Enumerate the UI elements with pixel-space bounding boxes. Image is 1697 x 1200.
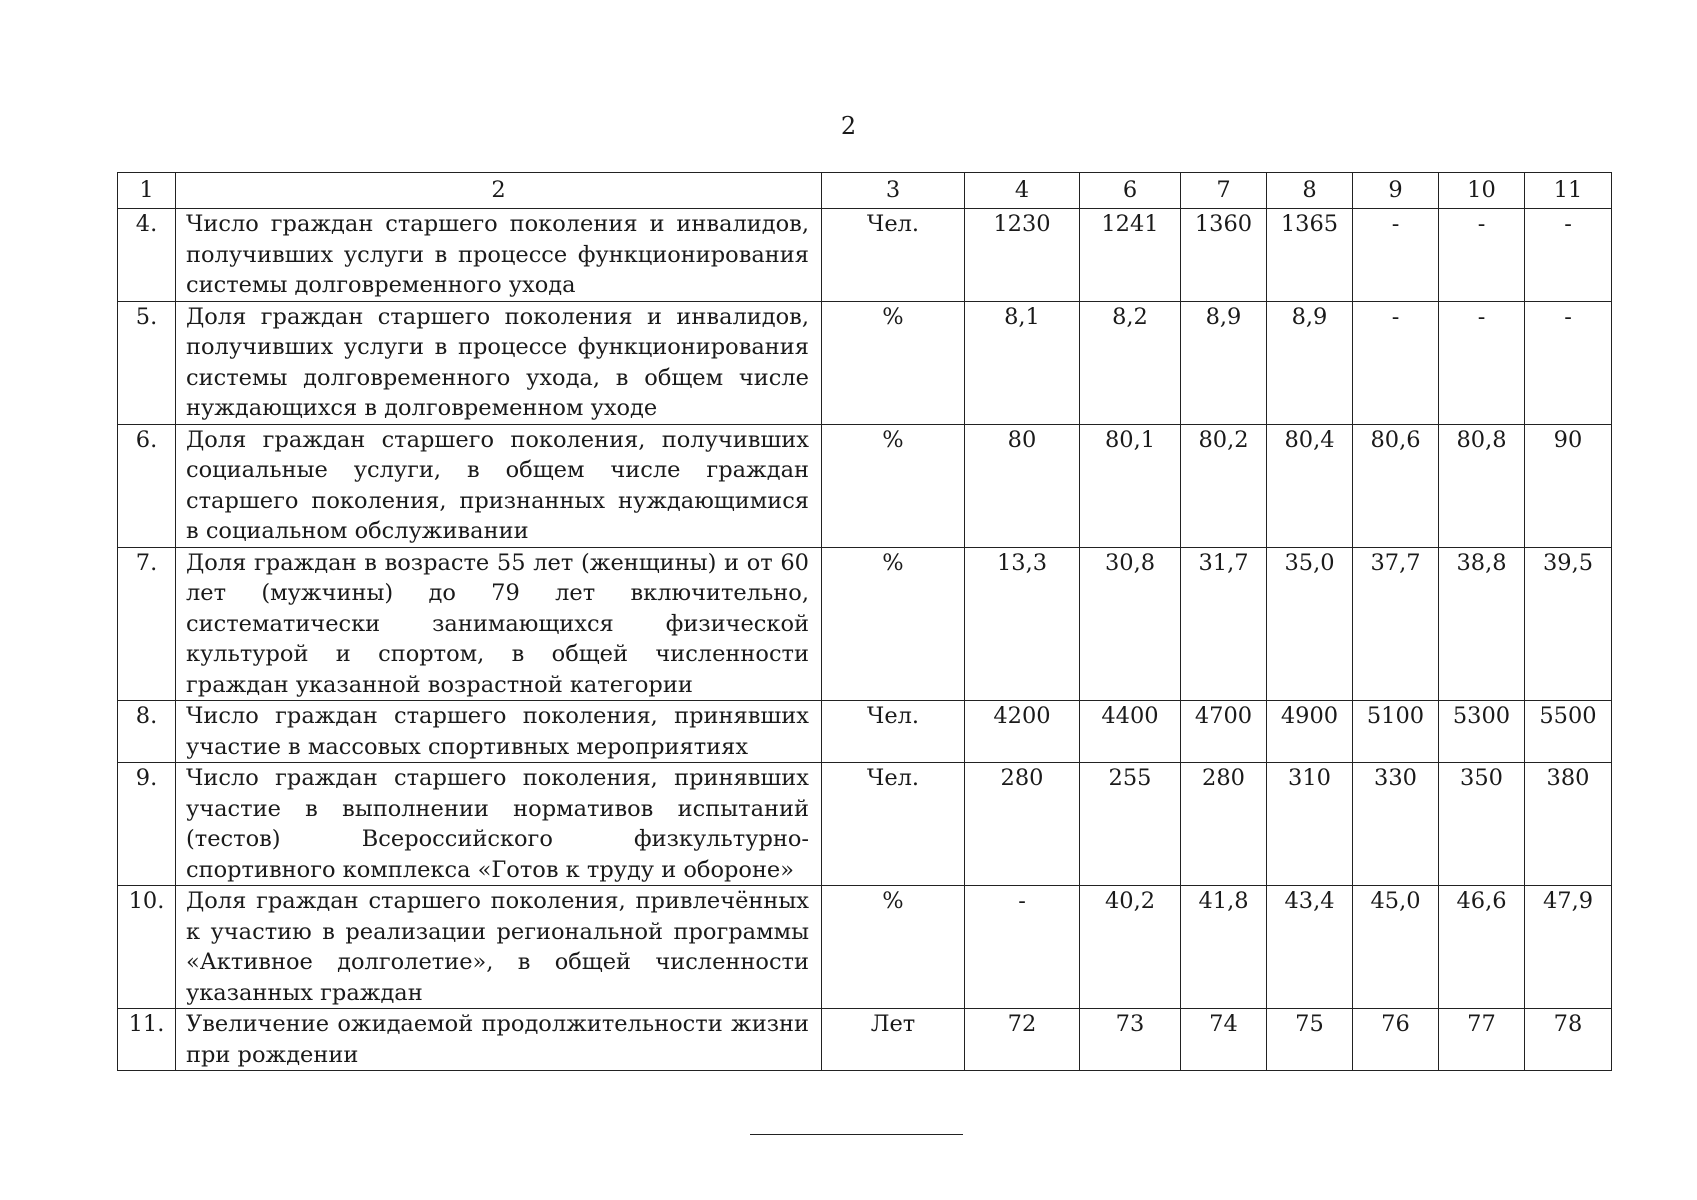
value-cell: 8,1 [965,301,1080,424]
value-cell: 77 [1439,1009,1525,1071]
value-cell: 8,9 [1267,301,1353,424]
value-cell: 280 [1181,763,1267,886]
value-cell: - [1353,301,1439,424]
value-cell: 47,9 [1525,886,1612,1009]
value-cell: 4200 [965,701,1080,763]
row-number: 5. [118,301,176,424]
value-cell: - [1439,301,1525,424]
value-cell: 1230 [965,209,1080,302]
value-cell: - [1353,209,1439,302]
header-cell: 1 [118,173,176,209]
value-cell: 1241 [1080,209,1181,302]
table-body [118,173,1612,1071]
value-cell: 4700 [1181,701,1267,763]
value-cell: 13,3 [965,547,1080,701]
row-number: 6. [118,424,176,547]
value-cell: 45,0 [1353,886,1439,1009]
header-cell: 4 [965,173,1080,209]
header-cell: 10 [1439,173,1525,209]
unit-cell: % [822,547,965,701]
value-cell: 330 [1353,763,1439,886]
value-cell: 76 [1353,1009,1439,1071]
value-cell: - [965,886,1080,1009]
value-cell: 350 [1439,763,1525,886]
unit-cell: Чел. [822,763,965,886]
value-cell: 73 [1080,1009,1181,1071]
header-cell: 2 [176,173,822,209]
value-cell: 1360 [1181,209,1267,302]
value-cell: 75 [1267,1009,1353,1071]
indicator-name: Число граждан старшего поколения, принявших участие в выполнении нормативов испытаний (тестов) Всероссийского физкультурно-спортивного комплекса «Готов к труду и обороне» [176,763,822,886]
table-row [118,763,1612,886]
value-cell: - [1525,209,1612,302]
value-cell: 38,8 [1439,547,1525,701]
value-cell: 39,5 [1525,547,1612,701]
value-cell: 80 [965,424,1080,547]
header-row [118,173,1612,209]
unit-cell: Чел. [822,209,965,302]
header-cell: 9 [1353,173,1439,209]
value-cell: 80,8 [1439,424,1525,547]
value-cell: 41,8 [1181,886,1267,1009]
indicator-name: Доля граждан в возрасте 55 лет (женщины) и от 60 лет (мужчины) до 79 лет включительно, систематически занимающихся физической культурой и спортом, в общей численности граждан указанной возрастной категории [176,547,822,701]
row-number: 11. [118,1009,176,1071]
value-cell: 310 [1267,763,1353,886]
value-cell: 40,2 [1080,886,1181,1009]
value-cell: 4900 [1267,701,1353,763]
indicator-name: Увеличение ожидаемой продолжительности жизни при рождении [176,1009,822,1071]
unit-cell: Чел. [822,701,965,763]
value-cell: 1365 [1267,209,1353,302]
value-cell: 31,7 [1181,547,1267,701]
value-cell: 30,8 [1080,547,1181,701]
unit-cell: Лет [822,1009,965,1071]
indicator-name: Доля граждан старшего поколения, привлечённых к участию в реализации региональной программы «Активное долголетие», в общей численности указанных граждан [176,886,822,1009]
value-cell: 4400 [1080,701,1181,763]
header-cell: 6 [1080,173,1181,209]
value-cell: 255 [1080,763,1181,886]
value-cell: 74 [1181,1009,1267,1071]
value-cell: 90 [1525,424,1612,547]
table-row [118,301,1612,424]
value-cell: 80,6 [1353,424,1439,547]
value-cell: 5100 [1353,701,1439,763]
indicator-name: Число граждан старшего поколения, принявших участие в массовых спортивных мероприятиях [176,701,822,763]
table-row [118,547,1612,701]
row-number: 4. [118,209,176,302]
value-cell: 78 [1525,1009,1612,1071]
row-number: 7. [118,547,176,701]
row-number: 9. [118,763,176,886]
indicator-name: Доля граждан старшего поколения и инвалидов, получивших услуги в процессе функционирования системы долговременного ухода, в общем числе нуждающихся в долговременном уходе [176,301,822,424]
indicator-name: Доля граждан старшего поколения, получивших социальные услуги, в общем числе граждан старшего поколения, признанных нуждающимися в социальном обслуживании [176,424,822,547]
indicators-table [117,172,1612,1071]
header-cell: 11 [1525,173,1612,209]
page-number: 2 [840,112,857,140]
value-cell: 72 [965,1009,1080,1071]
header-cell: 7 [1181,173,1267,209]
row-number: 8. [118,701,176,763]
value-cell: 35,0 [1267,547,1353,701]
value-cell: 280 [965,763,1080,886]
header-cell: 8 [1267,173,1353,209]
value-cell: 380 [1525,763,1612,886]
row-number: 10. [118,886,176,1009]
table-row [118,424,1612,547]
header-cell: 3 [822,173,965,209]
value-cell: 5500 [1525,701,1612,763]
indicator-name: Число граждан старшего поколения и инвалидов, получивших услуги в процессе функционирования системы долговременного ухода [176,209,822,302]
table-row [118,1009,1612,1071]
end-of-document-rule [750,1134,963,1135]
value-cell: 46,6 [1439,886,1525,1009]
value-cell: 37,7 [1353,547,1439,701]
value-cell: - [1439,209,1525,302]
unit-cell: % [822,301,965,424]
value-cell: 80,2 [1181,424,1267,547]
value-cell: 80,1 [1080,424,1181,547]
value-cell: 80,4 [1267,424,1353,547]
table-row [118,209,1612,302]
table-row [118,886,1612,1009]
value-cell: 8,2 [1080,301,1181,424]
value-cell: 8,9 [1181,301,1267,424]
value-cell: 5300 [1439,701,1525,763]
value-cell: - [1525,301,1612,424]
unit-cell: % [822,886,965,1009]
unit-cell: % [822,424,965,547]
value-cell: 43,4 [1267,886,1353,1009]
table-row [118,701,1612,763]
